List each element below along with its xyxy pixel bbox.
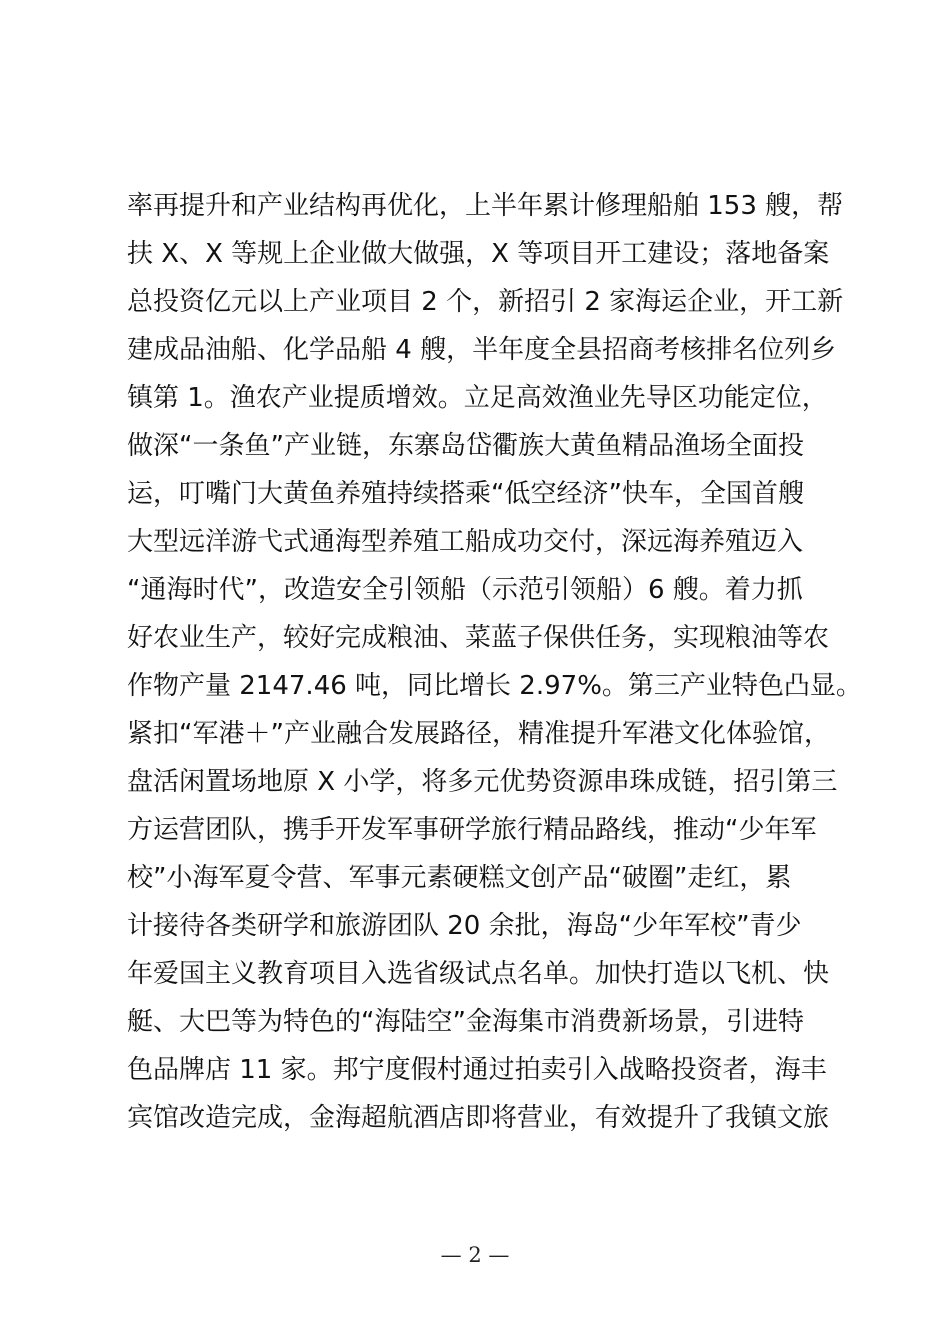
text-line-5: 镇第 1。渔农产业提质增效。立足高效渔业先导区功能定位， — [127, 383, 828, 413]
text-line-15: 校”小海军夏令营、军事元素硬糕文创产品“破圈”走红，累 — [127, 863, 792, 893]
text-line-7: 运，叮嘴门大黄鱼养殖持续搭乘“低空经济”快车，全国首艘 — [127, 479, 804, 509]
text-line-17: 年爱国主义教育项目入选省级试点名单。加快打造以飞机、快 — [127, 959, 830, 989]
text-line-18: 艇、大巴等为特色的“海陆空”金海集市消费新场景，引进特 — [127, 1007, 804, 1037]
text-line-2: 扶 X、X 等规上企业做大做强，X 等项目开工建设；落地备案 — [127, 239, 830, 269]
page-number: — 2 — — [440, 1243, 510, 1267]
text-line-14: 方运营团队，携手开发军事研学旅行精品路线，推动“少年军 — [127, 815, 817, 845]
text-line-16: 计接待各类研学和旅游团队 20 余批，海岛“少年军校”青少 — [127, 911, 802, 941]
text-line-3: 总投资亿元以上产业项目 2 个，新招引 2 家海运企业，开工新 — [127, 287, 844, 317]
text-line-11: 作物产量 2147.46 吨，同比增长 2.97%。第三产业特色凸显。 — [127, 671, 862, 701]
text-line-10: 好农业生产，较好完成粮油、菜蓝子保供任务，实现粮油等农 — [127, 623, 830, 653]
text-line-20: 宾馆改造完成，金海超航酒店即将营业，有效提升了我镇文旅 — [127, 1103, 830, 1133]
text-line-19: 色品牌店 11 家。邦宁度假村通过拍卖引入战略投资者，海丰 — [127, 1055, 827, 1085]
text-line-6: 做深“一条鱼”产业链，东寨岛岱衢族大黄鱼精品渔场全面投 — [127, 431, 804, 461]
text-line-12: 紧扣“军港＋”产业融合发展路径，精准提升军港文化体验馆， — [127, 719, 830, 749]
text-line-9: “通海时代”，改造安全引领船（示范引领船）6 艘。着力抓 — [127, 575, 803, 605]
text-line-8: 大型远洋游弋式通海型养殖工船成功交付，深远海养殖迈入 — [127, 527, 804, 557]
text-line-4: 建成品油船、化学品船 4 艘，半年度全县招商考核排名位列乡 — [127, 335, 837, 365]
text-line-1: 率再提升和产业结构再优化，上半年累计修理船舶 153 艘，帮 — [127, 191, 844, 221]
text-line-13: 盘活闲置场地原 X 小学，将多元优势资源串珠成链，招引第三 — [127, 767, 838, 797]
